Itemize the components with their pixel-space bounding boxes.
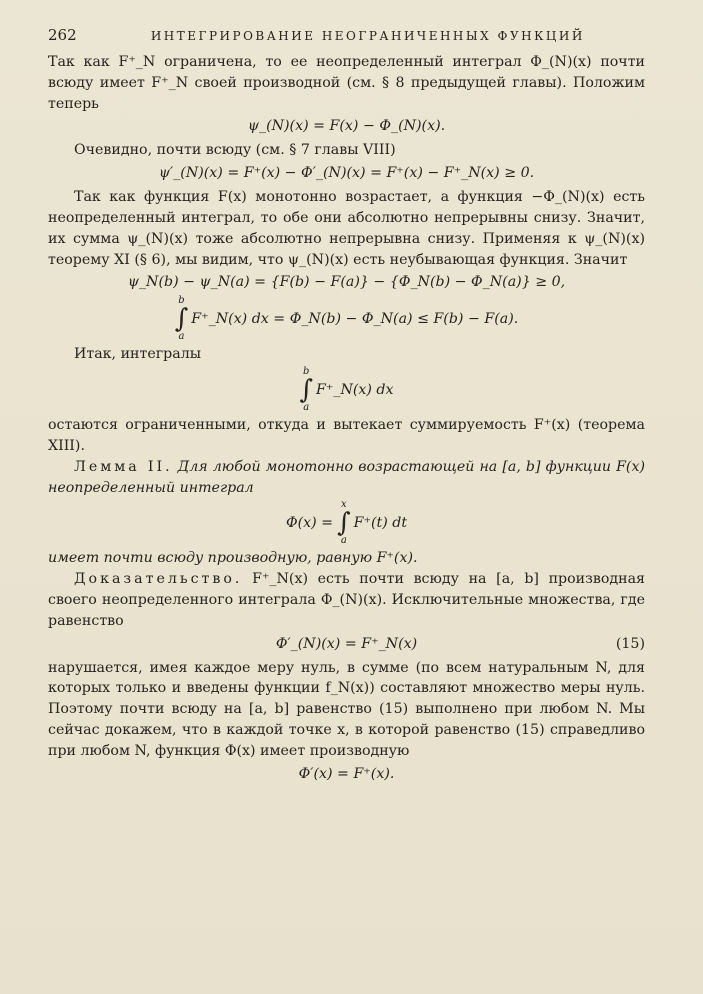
integral-lower-limit: a <box>178 331 185 343</box>
lemma-title: Лемма II. <box>74 458 173 475</box>
integral-sign: b ∫ a <box>174 295 189 343</box>
page-header <box>48 26 645 52</box>
equation-1: ψ_(N)(x) = F(x) − Φ_(N)(x). <box>247 118 446 135</box>
paragraph-1: Так как F⁺_N ограничена, то ее неопределенный интеграл Φ_(N)(x) почти всюду имеет F⁺_N своей производной (см. § 8 предыдущей главы). Положим теперь <box>48 54 645 112</box>
integral-upper-limit: x <box>341 499 347 511</box>
paragraph-7: нарушается, имея каждое меру нуль, в сумме (по всем натуральным N, для которых только и введены функции f_N(x)) составляют множество меры нуль. Поэтому почти всюду на [a, b] равенство (15) выполнено при любом N. Мы сейчас докажем, что в каждой точке x, в которой равенство (15) справедливо при любом N, функция Φ(x) имеет производную <box>48 659 645 759</box>
equation-6 <box>48 500 645 546</box>
integral-sign: x ∫ a <box>337 499 351 547</box>
equation-3: ψ_N(b) − ψ_N(a) = {F(b) − F(a)} − {Φ_N(b) − Φ_N(a)} ≥ 0, <box>127 274 566 291</box>
equation-4 <box>48 296 645 342</box>
lemma-text: Для любой монотонно возрастающей на [a, b] функции F(x) неопределенный интеграл <box>48 458 645 496</box>
page-number: 262 <box>48 26 77 44</box>
equation-2: ψ′_(N)(x) = F⁺(x) − Φ′_(N)(x) = F⁺(x) − F⁺_N(x) ≥ 0. <box>158 165 535 182</box>
lemma-statement <box>48 457 645 499</box>
proof-text: F⁺_N(x) есть почти всюду на [a, b] производная своего неопределенного интеграла Φ_(N)(x). Исключительные множества, где равенство <box>48 571 646 629</box>
equation-4-body: F⁺_N(x) dx = Φ_N(b) − Φ_N(a) ≤ F(b) − F(a). <box>191 311 519 328</box>
integral-lower-limit: a <box>303 402 310 414</box>
equation-8: Φ′(x) = F⁺(x). <box>298 765 395 782</box>
integral-lower-limit: a <box>340 535 347 547</box>
integral-sign: b ∫ a <box>299 366 314 414</box>
equation-number: (15) <box>615 635 645 652</box>
equation-6-body: F⁺(t) dt <box>353 515 408 532</box>
running-title: ИНТЕГРИРОВАНИЕ НЕОГРАНИЧЕННЫХ ФУНКЦИЙ <box>150 29 585 43</box>
equation-6-left: Φ(x) = <box>285 515 334 532</box>
paragraph-3: Так как функция F(x) монотонно возрастает, а функция −Φ_(N)(x) есть неопределенный интеграл, то обе они абсолютно непрерывны снизу. Значит, их сумма ψ_(N)(x) тоже абсолютно непрерывна снизу. Применяя к ψ_(N)(x) теорему XI (§ 6), мы видим, что ψ_(N)(x) есть неубывающая функция. Значит <box>48 189 645 268</box>
paragraph-5: остаются ограниченными, откуда и вытекает суммируемость F⁺(x) (теорема XIII). <box>48 417 645 454</box>
paragraph-4: Итак, интегралы <box>74 346 202 363</box>
equation-5 <box>48 367 645 413</box>
equation-7 <box>48 636 645 652</box>
equation-7-body: Φ′_(N)(x) = F⁺_N(x) <box>275 635 418 652</box>
integral-upper-limit: b <box>303 366 310 378</box>
paragraph-2: Очевидно, почти всюду (см. § 7 главы VIII) <box>74 142 396 159</box>
proof-paragraph <box>48 569 645 631</box>
equation-5-body: F⁺_N(x) dx <box>316 382 394 399</box>
proof-title: Доказательство. <box>74 571 243 588</box>
lemma-conclusion: имеет почти всюду производную, равную F⁺(x). <box>48 550 418 567</box>
integral-upper-limit: b <box>178 295 185 307</box>
